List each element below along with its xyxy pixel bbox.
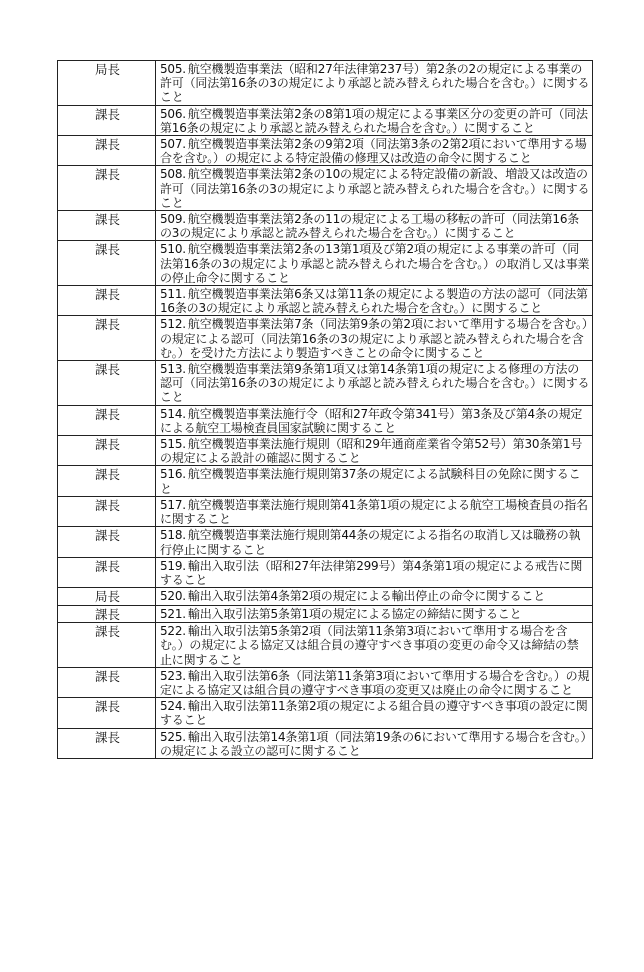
item-cell [156,136,593,166]
item-number: 518. [160,528,186,543]
item-cell [156,527,593,557]
item-number: 508. [160,167,186,182]
item-number: 505. [160,62,186,76]
authority-cell: 課長 [58,211,156,241]
item-cell [156,105,593,135]
item-text: 航空機製造事業法第2条の8第1項の規定による事業区分の変更の許可（同法第16条の規定により承認と読み替えられた場合を含む。）に関すること [160,106,588,135]
item-cell [156,166,593,211]
item-cell [156,316,593,361]
item-text: 航空機製造事業法第2条の9第2項（同法第3条の2第2項において準用する場合を含む。）の規定による特定設備の修理又は改造の命令に関すること [160,137,587,166]
authority-cell: 局長 [58,61,156,106]
item-cell [156,466,593,496]
item-cell [156,588,593,606]
item-text: 航空機製造事業法第2条の10の規定による特定設備の新設、増設又は改造の許可（同法第16条の3の規定により承認と読み替えられた場合を含む。）に関すること [160,167,590,210]
item-text: 航空機製造事業法施行規則第37条の規定による試験科目の免除に関すること [160,467,581,496]
authority-cell: 課長 [58,527,156,557]
item-number: 522. [160,624,186,639]
table-row [58,286,593,316]
item-text: 輸出入取引法（昭和27年法律第299号）第4条第1項の規定による戒告に関すること [160,558,583,587]
authority-cell: 局長 [58,588,156,606]
item-number: 514. [160,406,186,421]
authority-cell: 課長 [58,405,156,435]
authority-cell: 課長 [58,667,156,697]
table-row [58,667,593,697]
authority-cell: 課長 [58,466,156,496]
item-text: 航空機製造事業法第2条の11の規定による工場の移転の許可（同法第16条の3の規定により承認と読み替えられた場合を含む。）に関すること [160,212,580,241]
table-row [58,316,593,361]
item-cell [156,623,593,668]
item-cell [156,405,593,435]
item-number: 520. [160,589,186,604]
item-number: 511. [160,287,186,302]
table-row [58,166,593,211]
item-cell [156,436,593,466]
item-number: 512. [160,317,186,332]
item-cell [156,361,593,406]
authority-cell: 課長 [58,496,156,526]
item-text: 航空機製造事業法施行規則第41条第1項の規定による航空工場検査員の指名に関すること [160,497,588,527]
item-text: 輸出入取引法第14条第1項（同法第19条の6において準用する場合を含む。）の規定による設立の認可に関すること [160,729,587,758]
item-number: 510. [160,242,186,257]
item-text: 航空機製造事業法施行規則（昭和29年通商産業省令第52号）第30条第1号の規定による設計の確認に関すること [160,437,583,466]
item-number: 523. [160,668,186,683]
authority-cell: 課長 [58,316,156,361]
authority-cell: 課長 [58,166,156,211]
item-text: 輸出入取引法第5条第2項（同法第11条第3項において準用する場合を含む。）の規定による協定又は組合員の遵守すべき事項の変更の命令又は締結の禁止に関すること [160,624,579,667]
item-cell [156,698,593,728]
authority-cell: 課長 [58,286,156,316]
table-row [58,557,593,587]
item-cell [156,211,593,241]
item-text: 輸出入取引法第4条第2項の規定による輸出停止の命令に関すること [187,589,545,604]
authority-cell: 課長 [58,623,156,668]
item-text: 航空機製造事業法第9条第1項又は第14条第1項の規定による修理の方法の認可（同法第16条の3の規定により承認と読み替えられた場合を含む。）に関すること [160,362,590,405]
authority-cell: 課長 [58,728,156,758]
item-text: 航空機製造事業法第6条又は第11条の規定による製造の方法の認可（同法第16条の3の規定により承認と読み替えられた場合を含む。）に関すること [160,287,588,316]
item-number: 507. [160,137,186,152]
item-text: 輸出入取引法第11条第2項の規定による組合員の遵守すべき事項の設定に関すること [160,699,588,728]
delegation-table [57,60,593,759]
authority-cell: 課長 [58,105,156,135]
item-cell [156,496,593,526]
item-cell [156,605,593,623]
item-number: 515. [160,437,186,452]
item-cell [156,61,593,106]
table-row [58,436,593,466]
item-text: 輸出入取引法第6条（同法第11条第3項において準用する場合を含む。）の規定による協定又は組合員の遵守すべき事項の変更又は廃止の命令に関すること [160,668,590,697]
table-row [58,527,593,557]
item-cell [156,728,593,758]
item-text: 輸出入取引法第5条第1項の規定による協定の締結に関すること [187,606,522,621]
table-body [58,61,593,759]
item-number: 524. [160,699,186,714]
item-cell [156,667,593,697]
table-row [58,241,593,286]
item-number: 525. [160,729,186,744]
table-row [58,605,593,623]
table-row [58,728,593,758]
item-number: 521. [160,606,186,621]
item-number: 516. [160,467,186,482]
table-row [58,466,593,496]
table-row [58,588,593,606]
item-text: 航空機製造事業法第2条の13第1項及び第2項の規定による事業の許可（同法第16条の3の規定により承認と読み替えられた場合を含む。）の取消し又は事業の停止命令に関すること [160,242,590,285]
authority-cell: 課長 [58,698,156,728]
authority-cell: 課長 [58,605,156,623]
item-number: 509. [160,212,186,227]
item-text: 航空機製造事業法施行令（昭和27年政令第341号）第3条及び第4条の規定による航空工場検査員国家試験に関すること [160,406,583,435]
item-text: 航空機製造事業法施行規則第44条の規定による指名の取消し又は職務の執行停止に関すること [160,528,581,557]
item-cell [156,241,593,286]
item-number: 513. [160,362,186,377]
table-row [58,361,593,406]
item-number: 519. [160,558,186,573]
item-cell [156,557,593,587]
table-row [58,211,593,241]
table-row [58,61,593,106]
item-cell [156,286,593,316]
item-number: 517. [160,497,186,512]
item-text: 航空機製造事業法第7条（同法第9条の第2項において準用する場合を含む。）の規定による認可（同法第16条の3の規定により承認と読み替えられた場合を含む。）を受けた方法により製造すべきことの命令に関すること [160,317,588,360]
table-row [58,105,593,135]
table-row [58,698,593,728]
table-row [58,496,593,526]
table-row [58,405,593,435]
authority-cell: 課長 [58,436,156,466]
authority-cell: 課長 [58,136,156,166]
authority-cell: 課長 [58,361,156,406]
item-text: 航空機製造事業法（昭和27年法律第237号）第2条の2の規定による事業の許可（同法第16条の3の規定により承認と読み替えられた場合を含む。）に関すること [160,62,590,105]
table-row [58,623,593,668]
item-number: 506. [160,106,186,121]
authority-cell: 課長 [58,557,156,587]
table-row [58,136,593,166]
authority-cell: 課長 [58,241,156,286]
